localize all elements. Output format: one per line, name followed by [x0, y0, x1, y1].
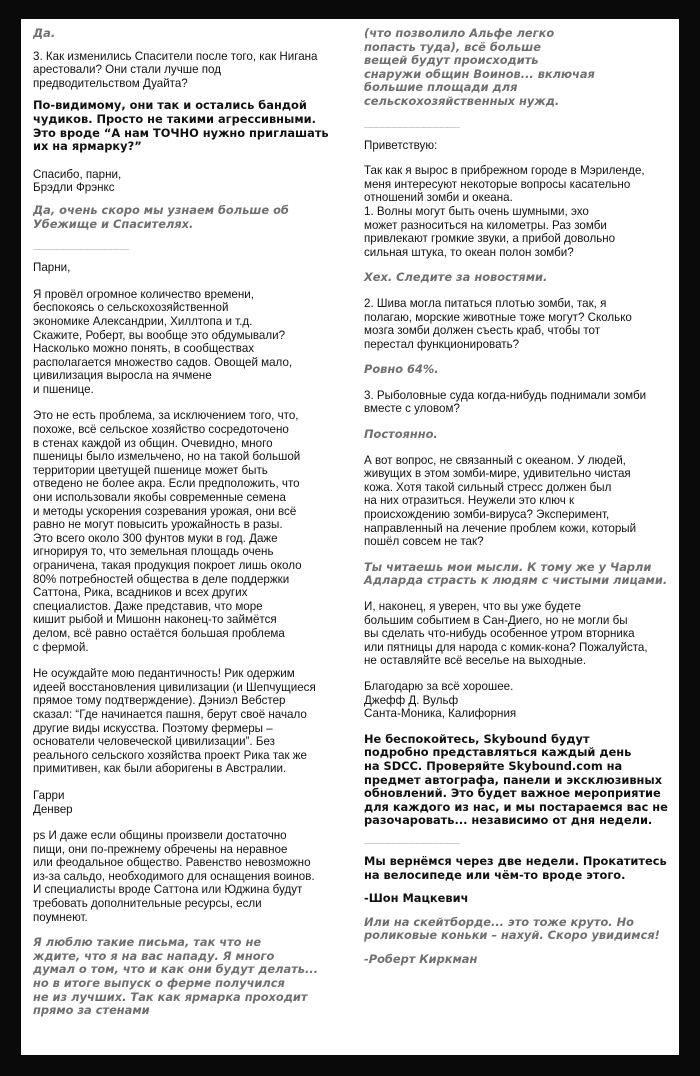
- answer-text: Да.: [33, 26, 56, 40]
- answer-bold-text: Не беспокойтесь, Skybound будут подробно представляться каждый день на SDCC. Проверяйте Skybound.com на предмет автографа, панели и эксклюзивных обновлений. Это будет важное мероприятие для каждого из нас, и мы постараемся вас не разочаровать... независимо от дня недели.: [364, 731, 668, 828]
- answer-text: Ровно 64%.: [364, 362, 439, 377]
- letter-signature: Гарри Денвер: [33, 788, 73, 816]
- letter-signature: Благодарю за всё хорошее. Джефф Д. Вульф Санта-Моника, Калифорния: [364, 679, 517, 721]
- answer-text: Ты читаешь мои мысли. К тому же у Чарли Адларда страсть к людям с чистыми лицами.: [364, 559, 668, 588]
- letter-paragraph: Не осуждайте мою педантичность! Рик одержим идеей восстановления цивилизации (и Шепчущиеся прямое тому подтверждение). Дэниэл Вебстер сказал: “Где начинается пашня, берут своё начало другие виды искусства. Поэтому фермеры – основатели человеческой цивилизации”. Без реального сельского хозяйства проект Рика так же примитивен, как были аборигены в Австралии.: [33, 667, 316, 776]
- editor-signature: -Роберт Киркман: [364, 951, 478, 966]
- letter-separator: ________________: [364, 117, 460, 128]
- reader-question: И, наконец, я уверен, что вы уже будете большим событием в Сан-Диего, но не могли бы вы сделать что-нибудь особенное утром вторника или пятницы для народа с комик-кона? Пожалуйста, не оставляйте всё веселье на выходные.: [364, 600, 648, 668]
- reader-question: А вот вопрос, не связанный с океаном. У людей, живущих в этом зомби-мире, удивительно чистая кожа. Хотя такой сильный стресс должен был на них отразиться. Неужели это ключ к происхождению зомби-вируса? Эксперимент, направленный на лечение проблем кожи, который пошёл совсем не так?: [364, 453, 637, 549]
- letter-separator: ________________: [364, 833, 460, 844]
- answer-text: Да, очень скоро мы узнаем больше об Убежище и Спасителях.: [33, 202, 289, 231]
- letter-signature: Спасибо, парни, Брэдли Фрэнкс: [33, 167, 122, 195]
- closing-text: Мы вернёмся через две недели. Прокатитесь на велосипеде или чём-то вроде этого.: [364, 853, 667, 882]
- answer-text: Я люблю такие письма, так что не ждите, что я на вас нападу. Я много думал о том, что и как они будут делать... но в итоге выпуск о ферме получился не из лучших. Так как ярмарка проходит прямо за стенами: [33, 935, 318, 1018]
- letter-greeting: Парни,: [33, 261, 71, 275]
- left-column: [33, 27, 351, 1027]
- answer-bold-text: По-видимому, они так и остались бандой чудиков. Просто не такими агрессивными. Это вроде “А нам ТОЧНО нужно приглашать их на ярмарку?”: [33, 98, 329, 154]
- answer-text: (что позволило Альфе легко попасть туда), всё больше вещей будут происходить снаружи общин Воинов... включая большие площади для сельскохозяйственных нужд.: [364, 26, 595, 108]
- letter-paragraph: Это не есть проблема, за исключением того, что, похоже, всё сельское хозяйство сосредоточено в стенах каждой из общин. Очевидно, много пшеницы было измельчено, но на такой большой территории цветущей пшенице может быть отведено не более акра. Если предположить, что они использовали якобы современные семена и методы ускорения созревания урожая, они всё равно не могут повысить урожайность в разы. Это всего около 300 фунтов муки в год. Даже игнорируя то, что земельная площадь очень ограничена, такая продукция покроет лишь около 80% потребностей общества в деле поддержки Саттона, Рика, всадников и всех других специалистов. Даже представив, что море кишит рыбой и Мишонн наконец-то займётся делом, всё равно остаётся большая проблема с фермой.: [33, 409, 302, 654]
- letters-page: [21, 19, 679, 1055]
- letter-postscript: ps И даже если общины произвели достаточно пищи, они по-прежнему обречены на неравное или феодальное общество. Равенство невозможно из-за сальдо, необходимого для оснащения воинов. И специалисты вроде Саттона или Юджина будут требовать дополнительные ресурсы, если поумнеют.: [33, 829, 315, 924]
- reader-question: 3. Как изменились Спасители после того, как Нигана арестовали? Они стали лучше под предводительством Дуайта?: [33, 49, 318, 90]
- reader-question: Так как я вырос в прибрежном городе в Мэриленде, меня интересуют некоторые вопросы касательно отношений зомби и океана. 1. Волны могут быть очень шумными, эхо может разноситься на километры. Раз зомби привлекают громкие звуки, а прибой довольно сильная штука, то океан полон зомби?: [364, 164, 645, 259]
- answer-text: Постоянно.: [364, 427, 438, 442]
- right-column: [364, 27, 669, 975]
- letter-paragraph: Я провёл огромное количество времени, беспокоясь о сельскохозяйственной экономике Александрии, Хиллтопа и т.д. Скажите, Роберт, вы вообще это обдумывали? Насколько можно понять, в сообществах располагается множество садов. Овощей мало, цивилизация выросла на ячмене и пшенице.: [33, 287, 293, 396]
- closing-answer: Или на скейтборде... это тоже круто. Но роликовые коньки – нахуй. Скоро увидимся!: [364, 914, 660, 943]
- reader-question: 3. Рыболовные суда когда-нибудь поднимали зомби вместе с уловом?: [364, 388, 647, 416]
- answer-text: Хех. Следите за новостями.: [364, 270, 548, 285]
- editor-signature: -Шон Мацкевич: [364, 891, 469, 906]
- reader-question: 2. Шива могла питаться плотью зомби, так, я полагаю, морские животные тоже могут? Сколько мозга зомби должен съесть краб, чтобы тот перестал функционировать?: [364, 296, 632, 351]
- letter-separator: ________________: [33, 240, 129, 251]
- letter-greeting: Приветствую:: [364, 138, 438, 152]
